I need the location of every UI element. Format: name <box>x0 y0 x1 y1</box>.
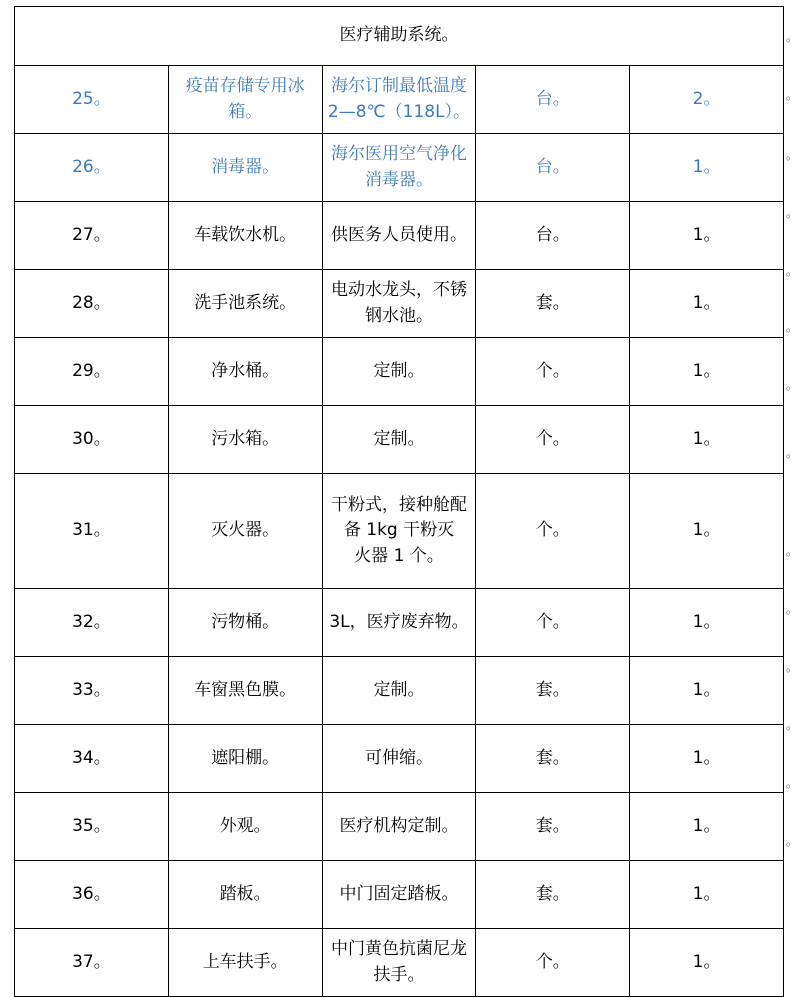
row-no: 29。 <box>15 338 169 406</box>
row-unit: 个。 <box>476 406 630 474</box>
row-no: 26。 <box>15 134 169 202</box>
edge-mark: 。 <box>785 88 798 102</box>
row-spec-line: 干粉式，接种舱配备 1kg 干粉灭 <box>330 494 467 541</box>
document-page <box>0 6 800 985</box>
row-spec: 海尔订制最低温度 2—8℃（118L）。 <box>322 66 476 134</box>
edge-mark: 。 <box>785 718 798 732</box>
row-qty: 1。 <box>630 725 784 793</box>
row-name: 净水桶。 <box>168 338 322 406</box>
table-row <box>15 406 784 474</box>
row-unit: 台。 <box>476 66 630 134</box>
row-unit: 个。 <box>476 929 630 997</box>
row-name: 灭火器。 <box>168 474 322 589</box>
row-no: 35。 <box>15 793 169 861</box>
row-qty: 1。 <box>630 270 784 338</box>
row-unit: 台。 <box>476 134 630 202</box>
table-row <box>15 589 784 657</box>
edge-mark: 。 <box>785 776 798 790</box>
edge-mark: 。 <box>785 446 798 460</box>
table-row <box>15 270 784 338</box>
table-row <box>15 725 784 793</box>
row-qty: 1。 <box>630 793 784 861</box>
table-row <box>15 929 784 997</box>
row-name: 遮阳棚。 <box>168 725 322 793</box>
table-title-cell: 医疗辅助系统。 <box>15 7 784 66</box>
row-qty: 1。 <box>630 134 784 202</box>
table-row <box>15 202 784 270</box>
table-row <box>15 861 784 929</box>
row-unit: 套。 <box>476 861 630 929</box>
edge-mark: 。 <box>785 602 798 616</box>
row-qty: 1。 <box>630 202 784 270</box>
row-qty: 1。 <box>630 338 784 406</box>
row-no: 28。 <box>15 270 169 338</box>
table-row <box>15 66 784 134</box>
row-no: 33。 <box>15 657 169 725</box>
row-qty: 1。 <box>630 861 784 929</box>
edge-mark: 。 <box>785 148 798 162</box>
row-no: 34。 <box>15 725 169 793</box>
row-unit: 套。 <box>476 657 630 725</box>
row-name: 污物桶。 <box>168 589 322 657</box>
edge-mark: 。 <box>785 834 798 848</box>
row-unit: 套。 <box>476 270 630 338</box>
row-unit: 套。 <box>476 725 630 793</box>
row-spec <box>322 474 476 589</box>
row-spec: 3L，医疗废弃物。 <box>322 589 476 657</box>
edge-mark: 。 <box>785 378 798 392</box>
table-row <box>15 793 784 861</box>
row-spec: 电动水龙头，不锈钢水池。 <box>322 270 476 338</box>
row-qty: 1。 <box>630 589 784 657</box>
table-title-row <box>15 7 784 66</box>
row-name: 污水箱。 <box>168 406 322 474</box>
table-body <box>15 7 784 997</box>
row-qty: 1。 <box>630 657 784 725</box>
row-unit: 套。 <box>476 793 630 861</box>
edge-mark: 。 <box>785 320 798 334</box>
equipment-table <box>14 6 784 997</box>
row-spec: 海尔医用空气净化消毒器。 <box>322 134 476 202</box>
row-spec: 供医务人员使用。 <box>322 202 476 270</box>
row-spec: 定制。 <box>322 338 476 406</box>
row-no: 31。 <box>15 474 169 589</box>
edge-mark: 。 <box>785 544 798 558</box>
edge-mark: 。 <box>785 660 798 674</box>
row-no: 27。 <box>15 202 169 270</box>
row-name: 车载饮水机。 <box>168 202 322 270</box>
row-no: 37。 <box>15 929 169 997</box>
table-row <box>15 338 784 406</box>
row-spec: 定制。 <box>322 657 476 725</box>
row-spec: 中门黄色抗菌尼龙扶手。 <box>322 929 476 997</box>
table-row <box>15 657 784 725</box>
row-unit: 个。 <box>476 474 630 589</box>
table-row <box>15 474 784 589</box>
row-qty: 1。 <box>630 474 784 589</box>
row-no: 32。 <box>15 589 169 657</box>
row-unit: 个。 <box>476 589 630 657</box>
row-name: 踏板。 <box>168 861 322 929</box>
row-spec: 定制。 <box>322 406 476 474</box>
row-name: 疫苗存储专用冰箱。 <box>168 66 322 134</box>
row-spec: 医疗机构定制。 <box>322 793 476 861</box>
row-qty: 1。 <box>630 406 784 474</box>
row-name: 车窗黑色膜。 <box>168 657 322 725</box>
row-no: 30。 <box>15 406 169 474</box>
edge-marks <box>786 6 800 876</box>
row-unit: 个。 <box>476 338 630 406</box>
edge-mark: 。 <box>785 264 798 278</box>
edge-mark: 。 <box>785 206 798 220</box>
row-spec: 中门固定踏板。 <box>322 861 476 929</box>
row-name: 上车扶手。 <box>168 929 322 997</box>
row-name: 洗手池系统。 <box>168 270 322 338</box>
row-no: 36。 <box>15 861 169 929</box>
row-qty: 2。 <box>630 66 784 134</box>
edge-mark: 。 <box>785 30 798 44</box>
table-row <box>15 134 784 202</box>
row-name: 消毒器。 <box>168 134 322 202</box>
row-spec-line: 火器 1 个。 <box>354 545 444 566</box>
row-no: 25。 <box>15 66 169 134</box>
row-unit: 台。 <box>476 202 630 270</box>
row-name: 外观。 <box>168 793 322 861</box>
row-spec: 可伸缩。 <box>322 725 476 793</box>
row-qty: 1。 <box>630 929 784 997</box>
